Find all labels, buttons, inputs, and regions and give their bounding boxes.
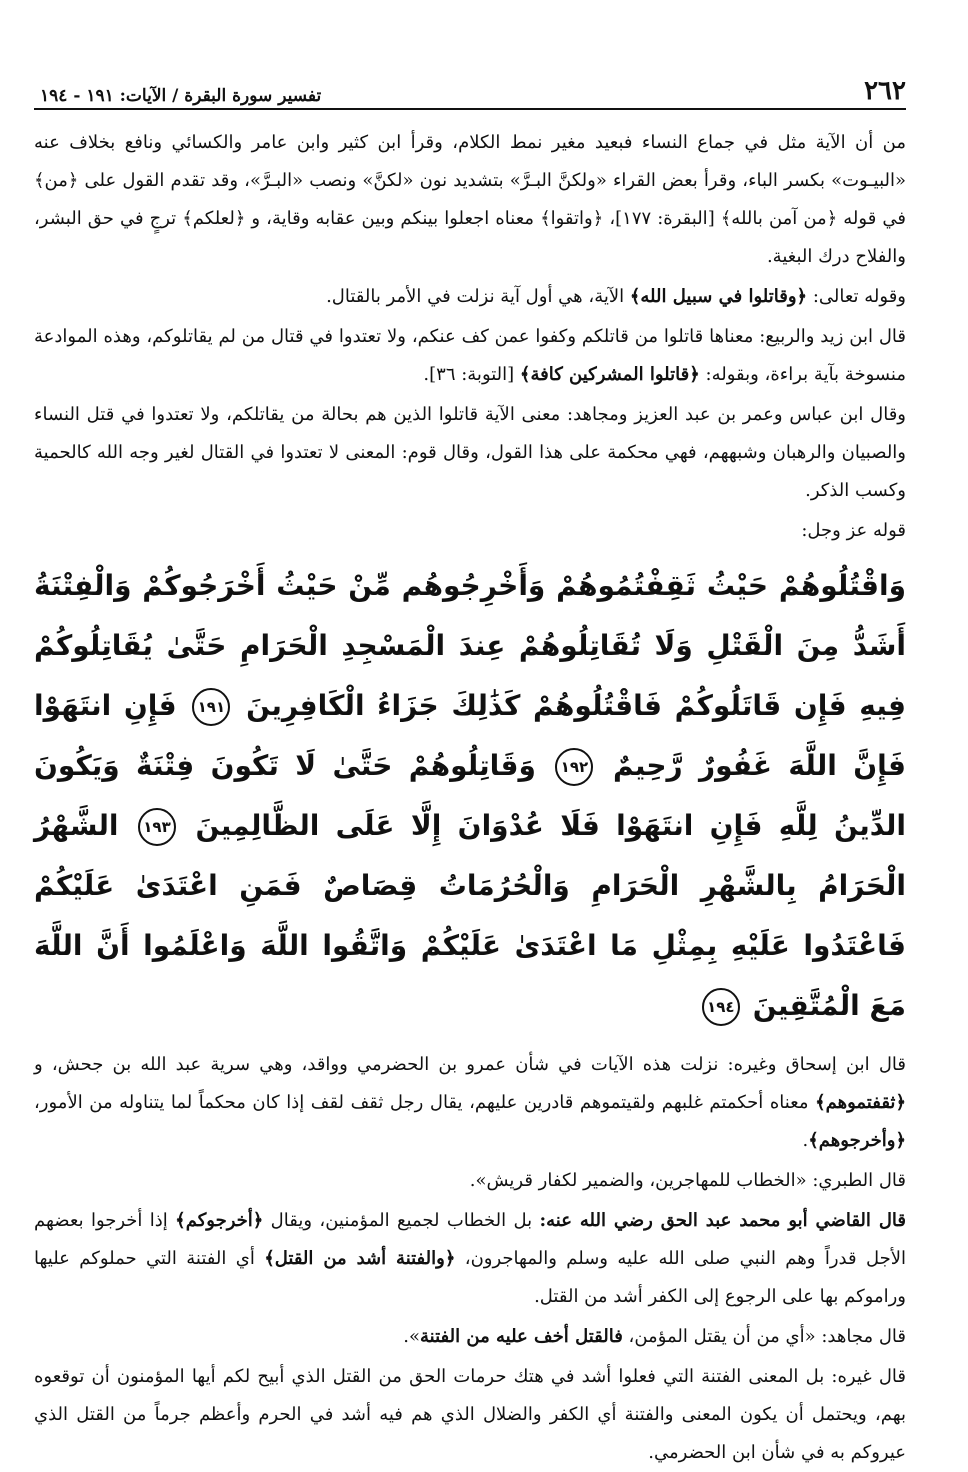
paragraph-2-text-start: وقوله تعالى: — [807, 286, 906, 307]
paragraph-4: وقال ابن عباس وعمر بن عبد العزيز ومجاهد: معنى الآية قاتلوا الذين هم بحالة من يقاتلكم، ولا تعتدوا في قتل النساء والصبيان والرهبان وشبههم، فهي محكمة على هذا القول، وقال قوم: المعنى لا تعتدوا في القتال لغير وجه الله كالحمية وكسب الذكر. — [34, 404, 906, 501]
ayah-number-192: ١٩٢ — [555, 748, 593, 786]
paragraph-5: قوله عز وجل: — [801, 520, 906, 541]
ayah-number-194: ١٩٤ — [702, 988, 740, 1026]
paragraph-2 — [34, 278, 906, 316]
paragraph-8-text-end: أي الفتنة التي حملوكم عليها وراموكم بها على الرجوع إلى الكفر أشد من القتل. — [34, 1248, 906, 1307]
quran-quote: ﴿قاتلوا المشركين كافة﴾ — [519, 364, 700, 385]
verse-192-text: فَإِنِ انتَهَوْا فَإِنَّ اللَّهَ غَفُورٌ رَّحِيمٌ — [34, 689, 906, 782]
paragraph-9-text-start: قال مجاهد: «أي من أن يقتل المؤمن، — [622, 1326, 906, 1347]
paragraph-7: قال الطبري: «الخطاب للمهاجرين، والضمير لكفار قريش». — [469, 1170, 906, 1191]
paragraph-3-text-start: قال ابن زيد والربيع: معناها قاتلوا من قاتلكم وكفوا عمن كف عنكم، ولا تعتدوا في قتال من لم يقاتلوكم، وهذه الموادعة منسوخة بآية براءة، وبقوله: — [34, 326, 906, 385]
paragraph-9 — [34, 1318, 906, 1356]
verse-194-text: الشَّهْرُ الْحَرَامُ بِالشَّهْرِ الْحَرَامِ وَالْحُرُمَاتُ قِصَاصٌ فَمَنِ اعْتَدَىٰ عَلَيْكُمْ فَاعْتَدُوا عَلَيْهِ بِمِثْلِ مَا اعْتَدَىٰ عَلَيْكُمْ وَاتَّقُوا اللَّهَ وَاعْلَمُوا أَنَّ اللَّهَ مَعَ الْمُتَّقِينَ — [34, 809, 906, 1022]
paragraph-9-bold: فالقتل أخف عليه من الفتنة — [420, 1326, 623, 1347]
paragraph-1: من أن الآية مثل في جماع النساء فبعيد مغير نمط الكلام، وقرأ ابن كثير وابن عامر والكسائي ونافع بخلاف عنه «البيـوت» بكسر الباء، وقرأ بعض القراء «ولكنَّ البـرَّ» بتشديد نون «لكنَّ» ونصب «البـرَّ»، وقد تقدم القول على ﴿من﴾ في قوله ﴿من آمن بالله﴾ [البقرة: ١٧٧]، ﴿واتقوا﴾ معناه اجعلوا بينكم وبين عقابه وقاية، و ﴿لعلكم﴾ ترجٍ في حق البشر، والفلاح درك البغية. — [34, 132, 906, 267]
paragraph-8-text-b: إذا أخرجوا بعضهم الأجل قدراً وهم النبي صلى الله عليه وسلم والمهاجرون، — [34, 1210, 906, 1269]
quran-quote: ﴿والفتنة أشد من القتل﴾ — [264, 1248, 456, 1269]
ayah-number-191: ١٩١ — [192, 688, 230, 726]
book-page — [34, 70, 906, 1472]
paragraph-3-text-end: [التوبة: ٣٦]. — [423, 364, 520, 385]
paragraph-3 — [34, 318, 906, 394]
running-title: تفسير سورة البقرة / الآيات: ١٩١ - ١٩٤ — [40, 86, 322, 106]
quran-quote: ﴿أخرجوكم﴾ — [175, 1210, 264, 1231]
quran-quote: ﴿وأخرجوهم﴾ — [808, 1130, 906, 1151]
quran-quote: ﴿وقاتلوا في سبيل الله﴾ — [629, 286, 808, 307]
paragraph-6-text-end: . — [802, 1130, 809, 1151]
paragraph-6-text-mid: معناه أحكمتم غلبهم ولقيتموهم قادرين عليهم، يقال رجل ثقف لقف إذا كان محكماً لما يتناوله من الأمور، — [34, 1092, 816, 1113]
quran-quote: ﴿ثقفتموهم﴾ — [815, 1092, 906, 1113]
page-body — [34, 124, 906, 1472]
quran-verses-block — [34, 556, 906, 1036]
page-number: ٢٦٢ — [864, 76, 906, 106]
paragraph-8-text-a: بل الخطاب لجميع المؤمنين، ويقال — [263, 1210, 540, 1231]
paragraph-6-text-start: قال ابن إسحاق وغيره: نزلت هذه الآيات في شأن عمرو بن الحضرمي وواقد، وهي سرية عبد الله بن جحش، و — [34, 1054, 906, 1075]
ayah-number-193: ١٩٣ — [138, 808, 176, 846]
verse-193-text: وَقَاتِلُوهُمْ حَتَّىٰ لَا تَكُونَ فِتْنَةٌ وَيَكُونَ الدِّينُ لِلَّهِ فَإِنِ انتَهَوْا فَلَا عُدْوَانَ إِلَّا عَلَى الظَّالِمِينَ — [34, 749, 906, 842]
paragraph-10: قال غيره: بل المعنى الفتنة التي فعلوا أشد في هتك حرمات الحق من القتل الذي أبيح لكم أيها المؤمنون أن توقعوه بهم، ويحتمل أن يكون المعنى والفتنة أي الكفر والضلال الذي هم فيه أشد في الحرم وأعظم جرماً من القتل الذي عيروكم به في شأن ابن الحضرمي. — [34, 1366, 906, 1463]
paragraph-2-text-end: الآية، هي أول آية نزلت في الأمر بالقتال. — [326, 286, 630, 307]
page-header — [34, 70, 906, 110]
paragraph-9-text-end: ». — [403, 1326, 421, 1347]
paragraph-6 — [34, 1046, 906, 1160]
author-attribution: قال القاضي أبو محمد عبد الحق رضي الله عنه: — [539, 1210, 906, 1231]
verse-191-text: وَاقْتُلُوهُمْ حَيْثُ ثَقِفْتُمُوهُمْ وَأَخْرِجُوهُم مِّنْ حَيْثُ أَخْرَجُوكُمْ وَالْفِتْنَةُ أَشَدُّ مِنَ الْقَتْلِ وَلَا تُقَاتِلُوهُمْ عِندَ الْمَسْجِدِ الْحَرَامِ حَتَّىٰ يُقَاتِلُوكُمْ فِيهِ فَإِن قَاتَلُوكُمْ فَاقْتُلُوهُمْ كَذَٰلِكَ جَزَاءُ الْكَافِرِينَ — [34, 569, 906, 722]
paragraph-8 — [34, 1202, 906, 1316]
